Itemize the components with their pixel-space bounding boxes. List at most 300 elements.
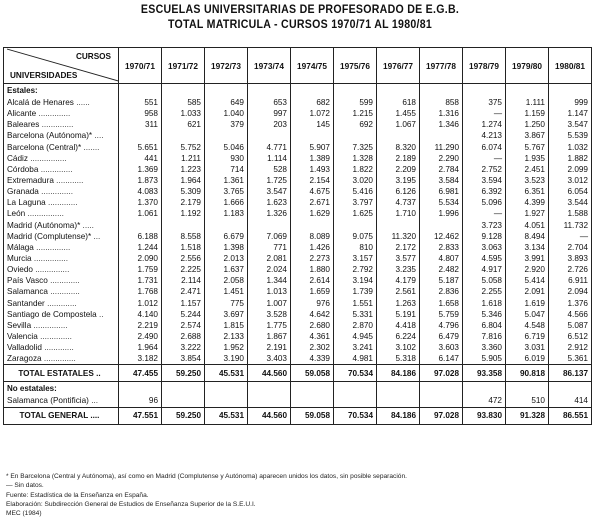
cell-value: 2.114	[162, 275, 205, 286]
cell-value	[119, 130, 162, 141]
cell-value: 8.494	[506, 231, 549, 242]
cell-value: 3.547	[248, 186, 291, 197]
cell-value: 2.471	[162, 286, 205, 297]
cell-value: 5.309	[162, 186, 205, 197]
cell-value: 3.190	[205, 353, 248, 365]
cell-value: 472	[463, 395, 506, 407]
cell-value: 1.369	[119, 164, 162, 175]
leader-dots: ................	[30, 153, 67, 163]
cell-value: 775	[205, 298, 248, 309]
column-header: 1975/76	[334, 48, 377, 84]
cell-value: 1.370	[119, 197, 162, 208]
cell-value: 59.058	[291, 407, 334, 424]
table-row	[4, 142, 592, 153]
cell-value: 6.147	[420, 353, 463, 365]
cell-value: 441	[119, 153, 162, 164]
cell-value: 2.836	[420, 286, 463, 297]
cell-value: 528	[248, 164, 291, 175]
cell-value: 97.028	[420, 407, 463, 424]
cell-value	[334, 395, 377, 407]
cell-value: 1.623	[248, 197, 291, 208]
cell-value: 649	[205, 97, 248, 108]
cell-value: —	[463, 153, 506, 164]
cell-value: 930	[205, 153, 248, 164]
cell-value: 47.551	[119, 407, 162, 424]
footnote-asterisk: * En Barcelona (Central y Autónoma), así como en Madrid (Complutense y Autónoma) aparecen unidos los datos, sin posible separación.	[6, 473, 407, 480]
cell-value: 1.211	[162, 153, 205, 164]
cell-value: 1.659	[291, 286, 334, 297]
cell-value	[248, 395, 291, 407]
cell-value: 2.189	[377, 153, 420, 164]
column-header: 1973/74	[248, 48, 291, 84]
leader-dots: .....	[82, 220, 94, 230]
column-header: 1974/75	[291, 48, 334, 84]
cell-value: 653	[248, 97, 291, 108]
university-name	[4, 286, 119, 297]
university-name	[4, 298, 119, 309]
cell-value: 2.704	[549, 242, 592, 253]
university-name-text: La Laguna	[7, 198, 46, 208]
university-name	[4, 275, 119, 286]
cell-value: 91.328	[506, 407, 549, 424]
cell-value: 997	[248, 108, 291, 119]
cell-value: 6.351	[506, 186, 549, 197]
cell-value: 2.094	[549, 286, 592, 297]
cell-value: 6.719	[506, 331, 549, 342]
column-header: 1978/79	[463, 48, 506, 84]
total-row	[4, 407, 592, 424]
leader-dots: ...	[93, 231, 101, 241]
cell-value: 2.219	[119, 320, 162, 331]
university-name	[4, 153, 119, 164]
university-name-text: País Vasco	[7, 276, 48, 286]
cell-value: 6.981	[420, 186, 463, 197]
cell-value: 1.619	[506, 298, 549, 309]
cell-value: 5.087	[549, 320, 592, 331]
university-name	[4, 242, 119, 253]
table-row	[4, 197, 592, 208]
university-name-text: Santiago de Compostela	[7, 309, 97, 319]
cell-value: 3.222	[162, 342, 205, 353]
cell-value	[205, 130, 248, 141]
university-name-text: Oviedo	[7, 265, 33, 275]
cell-value: 3.063	[463, 242, 506, 253]
university-name	[4, 264, 119, 275]
cell-value: 4.361	[291, 331, 334, 342]
university-name-text: Málaga	[7, 242, 34, 252]
cell-value: 5.331	[334, 309, 377, 320]
cell-value: 3.012	[549, 175, 592, 186]
cell-value: 858	[420, 97, 463, 108]
cell-value	[248, 130, 291, 141]
cell-value: 2.172	[377, 242, 420, 253]
university-name	[4, 331, 119, 342]
cell-value: 1.215	[334, 108, 377, 119]
leader-dots: ...............	[35, 265, 70, 275]
cell-value: 5.058	[463, 275, 506, 286]
cell-value: 1.274	[463, 119, 506, 130]
cell-value: 1.426	[291, 242, 334, 253]
cell-value: 1.007	[248, 298, 291, 309]
cell-value: 2.688	[162, 331, 205, 342]
leader-dots: ......	[76, 98, 90, 108]
leader-dots: ..............	[40, 332, 72, 342]
cell-value: 1.725	[248, 175, 291, 186]
group-row-no-estatales	[4, 382, 592, 396]
cell-value: 86.137	[549, 365, 592, 382]
cell-value	[420, 220, 463, 231]
cell-value: 1.666	[205, 197, 248, 208]
cell-value: 3.594	[463, 175, 506, 186]
university-name-text: Murcia	[7, 254, 32, 264]
cell-value	[420, 395, 463, 407]
cell-value: 6.224	[377, 331, 420, 342]
cell-value	[205, 220, 248, 231]
cell-value: 1.346	[420, 119, 463, 130]
university-name-text: Baleares	[7, 120, 40, 130]
cell-value: 4.807	[420, 253, 463, 264]
cell-value: 4.771	[248, 142, 291, 153]
cell-value: 4.675	[291, 186, 334, 197]
cell-value: 5.907	[291, 142, 334, 153]
cell-value: 2.081	[248, 253, 291, 264]
leader-dots: ..............	[41, 187, 74, 197]
cell-value: 311	[119, 119, 162, 130]
cell-value: 6.019	[506, 353, 549, 365]
cell-value: 2.133	[205, 331, 248, 342]
cursos-label: CURSOS	[75, 52, 111, 61]
table-row	[4, 342, 592, 353]
cell-value: 1.344	[248, 275, 291, 286]
cell-value: 6.479	[420, 331, 463, 342]
table-row	[4, 309, 592, 320]
table-row	[4, 231, 592, 242]
cell-value: 510	[506, 395, 549, 407]
university-name-text: León	[7, 209, 26, 219]
cell-value: 6.126	[377, 186, 420, 197]
leader-dots: ..............	[43, 354, 76, 364]
cell-value: 2.556	[162, 253, 205, 264]
cell-value: 5.752	[162, 142, 205, 153]
cell-value: 1.192	[162, 208, 205, 219]
cell-value: 3.195	[377, 175, 420, 186]
cell-value: 1.067	[377, 119, 420, 130]
cell-value: 2.574	[162, 320, 205, 331]
column-header: 1970/71	[119, 48, 162, 84]
cell-value: 1.935	[506, 153, 549, 164]
cell-value	[162, 130, 205, 141]
cell-value: 1.032	[549, 142, 592, 153]
cell-value: 6.054	[549, 186, 592, 197]
cell-value: 44.560	[248, 365, 291, 382]
cell-value: 59.250	[162, 407, 205, 424]
group-row-estatales	[4, 84, 592, 98]
cell-value: 6.804	[463, 320, 506, 331]
cell-value: 5.096	[463, 197, 506, 208]
cell-value	[205, 395, 248, 407]
university-name	[4, 208, 119, 219]
cell-value: —	[463, 208, 506, 219]
cell-value: 771	[248, 242, 291, 253]
table-row	[4, 275, 592, 286]
leader-dots: ...............	[33, 254, 68, 264]
cell-value: 2.792	[334, 264, 377, 275]
cell-value: 3.547	[549, 119, 592, 130]
cell-value: 5.534	[420, 197, 463, 208]
table-row	[4, 119, 592, 130]
total-label: TOTAL ESTATALES ..	[4, 365, 119, 382]
university-name-text: Madrid (Complutense)*	[7, 231, 92, 241]
cell-value: 9.075	[334, 231, 377, 242]
cell-value: 1.867	[248, 331, 291, 342]
cell-value: 976	[291, 298, 334, 309]
cell-value: 3.797	[334, 197, 377, 208]
cell-value	[162, 395, 205, 407]
cell-value: 3.723	[463, 220, 506, 231]
cell-value: 2.912	[549, 342, 592, 353]
table-row	[4, 320, 592, 331]
cell-value: 1.072	[291, 108, 334, 119]
cell-value: 2.490	[119, 331, 162, 342]
cell-value: 1.157	[162, 298, 205, 309]
cell-value: 1.775	[248, 320, 291, 331]
cell-value: 2.752	[463, 164, 506, 175]
cell-value: 3.584	[420, 175, 463, 186]
university-name	[4, 97, 119, 108]
cell-value: 5.759	[420, 309, 463, 320]
cell-value: 1.822	[334, 164, 377, 175]
cell-value: 1.328	[334, 153, 377, 164]
cell-value: 1.114	[248, 153, 291, 164]
cell-value: 1.710	[377, 208, 420, 219]
cell-value: 2.482	[420, 264, 463, 275]
cell-value: 1.739	[334, 286, 377, 297]
leader-dots: ............	[56, 176, 84, 186]
cell-value: 4.945	[334, 331, 377, 342]
cell-value: 2.191	[248, 342, 291, 353]
cell-value: 5.361	[549, 353, 592, 365]
cell-value	[377, 130, 420, 141]
university-name	[4, 353, 119, 365]
cell-value: 96	[119, 395, 162, 407]
table-row	[4, 108, 592, 119]
cell-value: 1.159	[506, 108, 549, 119]
cell-value: 4.399	[506, 197, 549, 208]
table-row	[4, 298, 592, 309]
cell-value: 1.625	[334, 208, 377, 219]
cell-value: 682	[291, 97, 334, 108]
table-row	[4, 175, 592, 186]
cell-value: 379	[205, 119, 248, 130]
university-name	[4, 253, 119, 264]
table-row	[4, 208, 592, 219]
cell-value: 999	[549, 97, 592, 108]
cell-value: 7.816	[463, 331, 506, 342]
cell-value: 1.551	[334, 298, 377, 309]
cell-value: —	[549, 231, 592, 242]
cell-value: 4.418	[377, 320, 420, 331]
cell-value: 375	[463, 97, 506, 108]
cell-value: 8.089	[291, 231, 334, 242]
cell-value: 3.235	[377, 264, 420, 275]
cell-value: 90.818	[506, 365, 549, 382]
cell-value: 1.882	[549, 153, 592, 164]
cell-value: 1.518	[162, 242, 205, 253]
university-name-text: Cádiz	[7, 153, 28, 163]
cell-value: 1.759	[119, 264, 162, 275]
cell-value: 1.013	[248, 286, 291, 297]
total-row	[4, 365, 592, 382]
cell-value: 1.952	[205, 342, 248, 353]
cell-value: 7.325	[334, 142, 377, 153]
cell-value: 3.031	[506, 342, 549, 353]
cell-value: 4.339	[291, 353, 334, 365]
cell-value: 47.455	[119, 365, 162, 382]
university-name-text: Alicante	[7, 109, 37, 119]
cell-value: 6.911	[549, 275, 592, 286]
cell-value: 3.360	[463, 342, 506, 353]
cell-value: 1.629	[291, 208, 334, 219]
cell-value: 2.561	[377, 286, 420, 297]
cell-value: 2.058	[205, 275, 248, 286]
cell-value: 5.539	[549, 130, 592, 141]
cell-value: 5.187	[420, 275, 463, 286]
leader-dots: ...	[91, 396, 99, 406]
cell-value: 203	[248, 119, 291, 130]
cell-value: 2.154	[291, 175, 334, 186]
leader-dots: ...............	[33, 320, 68, 330]
university-name	[4, 220, 119, 231]
cell-value: 1.223	[162, 164, 205, 175]
university-name-text: Santander	[7, 298, 45, 308]
cell-value: 4.796	[420, 320, 463, 331]
cell-value: 70.534	[334, 407, 377, 424]
university-name-text: Salamanca	[7, 287, 48, 297]
table-row	[4, 186, 592, 197]
leader-dots: ..............	[40, 164, 73, 174]
table-row	[4, 242, 592, 253]
cell-value: 1.964	[162, 175, 205, 186]
cell-value: 551	[119, 97, 162, 108]
university-name	[4, 309, 119, 320]
group-label: No estatales:	[4, 382, 119, 396]
cell-value: 2.099	[549, 164, 592, 175]
university-name-text: Córdoba	[7, 164, 39, 174]
cell-value: 4.981	[334, 353, 377, 365]
column-header: 1977/78	[420, 48, 463, 84]
cell-value: 4.917	[463, 264, 506, 275]
leader-dots: ................	[27, 209, 64, 219]
cell-value: 5.046	[205, 142, 248, 153]
cell-value: 3.893	[549, 253, 592, 264]
column-header: 1980/81	[549, 48, 592, 84]
cell-value: 1.061	[119, 208, 162, 219]
cell-value: 810	[334, 242, 377, 253]
university-name-text: Barcelona (Central)*	[7, 142, 82, 152]
cell-value: 97.028	[420, 365, 463, 382]
cell-value: 4.213	[463, 130, 506, 141]
table-row	[4, 353, 592, 365]
leader-dots: .......	[83, 142, 100, 152]
column-header: 1971/72	[162, 48, 205, 84]
cell-value: 3.867	[506, 130, 549, 141]
cell-value: 2.091	[506, 286, 549, 297]
cell-value: 8.320	[377, 142, 420, 153]
cell-value: 5.346	[463, 309, 506, 320]
cell-value: 5.905	[463, 353, 506, 365]
cell-value: 3.603	[420, 342, 463, 353]
university-name	[4, 197, 119, 208]
cell-value: 4.566	[549, 309, 592, 320]
group-label: Estales:	[4, 84, 119, 98]
cell-value: 1.033	[162, 108, 205, 119]
cell-value: 1.326	[248, 208, 291, 219]
cell-value: 4.642	[291, 309, 334, 320]
university-name	[4, 231, 119, 242]
cell-value: 4.140	[119, 309, 162, 320]
leader-dots: ..	[98, 309, 104, 319]
cell-value: 1.815	[205, 320, 248, 331]
cell-value: 1.731	[119, 275, 162, 286]
cell-value: 5.416	[334, 186, 377, 197]
cell-value: 1.040	[205, 108, 248, 119]
cell-value: 2.671	[291, 197, 334, 208]
cell-value: 5.191	[377, 309, 420, 320]
cell-value: 4.179	[377, 275, 420, 286]
cell-value: 1.183	[205, 208, 248, 219]
cell-value	[291, 220, 334, 231]
cell-value: 2.290	[420, 153, 463, 164]
footnote-publisher: MEC (1984)	[6, 510, 42, 518]
document-subtitle: TOTAL MATRICULA - CURSOS 1970/71 AL 1980/81	[167, 19, 433, 31]
university-name	[4, 108, 119, 119]
cell-value: 3.020	[334, 175, 377, 186]
table-row	[4, 97, 592, 108]
cell-value: 8.558	[162, 231, 205, 242]
cell-value: 3.182	[119, 353, 162, 365]
university-name	[4, 342, 119, 353]
document-title: ESCUELAS UNIVERSITARIAS DE PROFESORADO DE E.G.B.	[140, 4, 460, 16]
table-row	[4, 153, 592, 164]
university-name	[4, 175, 119, 186]
cell-value: 1.398	[205, 242, 248, 253]
cell-value: 1.768	[119, 286, 162, 297]
cell-value: 1.147	[549, 108, 592, 119]
university-name-text: Granada	[7, 187, 39, 197]
university-name	[4, 186, 119, 197]
cell-value: 7.069	[248, 231, 291, 242]
leader-dots: ..............	[38, 109, 71, 119]
university-name-text: Salamanca (Pontificia)	[7, 396, 89, 406]
cell-value: 2.302	[291, 342, 334, 353]
table-row	[4, 253, 592, 264]
cell-value: 1.658	[420, 298, 463, 309]
footnote-dash: — Sin datos.	[6, 482, 44, 490]
cell-value: 4.548	[506, 320, 549, 331]
university-name-text: Extremadura	[7, 176, 54, 186]
cell-value: 2.179	[162, 197, 205, 208]
cell-value: —	[463, 108, 506, 119]
cell-value: 70.534	[334, 365, 377, 382]
cell-value: 45.531	[205, 365, 248, 382]
cell-value: 1.376	[549, 298, 592, 309]
column-header: 1976/77	[377, 48, 420, 84]
cell-value: 3.697	[205, 309, 248, 320]
cell-value: 3.991	[506, 253, 549, 264]
leader-dots: ....	[94, 131, 104, 141]
table-row	[4, 130, 592, 141]
leader-dots: .............	[50, 287, 80, 297]
